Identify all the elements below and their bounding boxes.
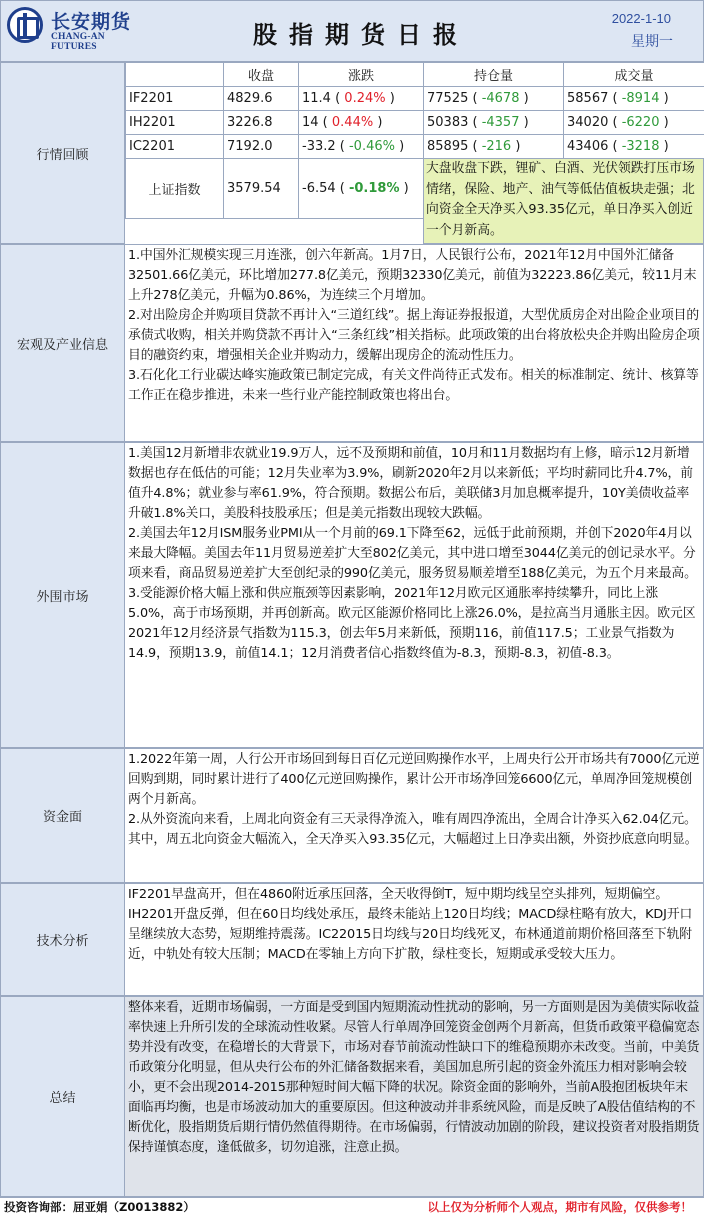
- section-content-technical: [125, 883, 704, 996]
- column-header: 涨跌: [299, 63, 424, 87]
- open-interest-change: -4678: [481, 91, 520, 106]
- section-label-technical: 技术分析: [0, 883, 125, 996]
- report-date: 2022-1-10: [611, 11, 671, 26]
- close-price: 7192.0: [224, 135, 299, 159]
- logo-chinese-name: 长安期货: [51, 11, 132, 33]
- report-title: 股指期货日报: [253, 21, 469, 49]
- section-label-funds: 资金面: [0, 748, 125, 883]
- paragraph: 3.受能源价格大幅上涨和供应瓶颈等因素影响，2021年12月欧元区通胀率持续攀升，同比上涨5.0%，高于市场预期，并再创新高。欧元区能源价格同比上涨26.0%，是拉高当月通胀主因。欧元区2021年12月经济景气指数为115.3，创去年5月来新低，预期116，前值117.5；工业景气指数为14.9，预期13.9，前值14.1；12月消费者信心指数终值为-8.3，预期-8.3，初值-8.3。: [128, 586, 696, 661]
- table-row: [126, 87, 704, 111]
- column-header: [126, 63, 224, 87]
- analyst-credit: 投资咨询部：屈亚娟（Z0013882）: [4, 1200, 195, 1214]
- section-label-market: 行情回顾: [0, 62, 125, 244]
- section-content-summary: [125, 996, 704, 1197]
- paragraph: 1.中国外汇规模实现三月连涨，创六年新高。1月7日，人民银行公布，2021年12月中国外汇储备32501.66亿美元，环比增加277.8亿美元，预期32330亿美元，前值为32223.86亿美元，较11月末上升278亿美元，升幅为0.86%，为连续三个月增加。: [128, 248, 697, 303]
- paragraph: 整体来看，近期市场偏弱，一方面是受到国内短期流动性扰动的影响，另一方面则是因为美债实际收益率快速上升所引发的全球流动性收紧。尽管人行单周净回笼资金创两个月新高，但货币政策平稳偏宽态势并没有改变，在稳增长的大背景下，市场对春节前流动性缺口下的维稳预期亦未改变。当前，中美货币政策分化明显，但从央行公布的外汇储备数据来看，美国加息所引起的资金外流压力相对影响会较小，更不会出现2014-2015那种短时间大幅下降的状况。除资金面的影响外，当前A股抱团板块年末面临再均衡，也是市场波动加大的重要原因。但这种波动并非系统风险，而是反映了A股估值结构的不断优化，股指期货后期行情仍然值得期待。在市场偏弱，行情波动加剧的阶段，建议投资者对股指期货保持谨慎态度，逢低做多，切勿追涨，注意止损。: [128, 1000, 700, 1155]
- paragraph: 1.美国12月新增非农就业19.9万人，远不及预期和前值，10月和11月数据均有上修，暗示12月新增数据也存在低估的可能；12月失业率为3.9%，刷新2020年2月以来新低；平均时薪同比升4.7%，前值升4.8%；就业参与率61.9%，符合预期。数据公布后，美联储3月加息概率提升，10Y美债收益率升破1.8%关口，美股科技股承压；但是美元指数出现较大跌幅。: [128, 446, 693, 521]
- open-interest-cell: 85895 ( -216 ): [424, 135, 564, 159]
- change-cell: 11.4 ( 0.24% ): [299, 87, 424, 111]
- volume-cell: 58567 ( -8914 ): [564, 87, 704, 111]
- section-label-macro: 宏观及产业信息: [0, 244, 125, 442]
- open-interest-cell: 50383 ( -4357 ): [424, 111, 564, 135]
- index-change-percent: -0.18%: [348, 181, 400, 196]
- report-footer: [0, 1197, 704, 1215]
- column-header: 持仓量: [424, 63, 564, 87]
- section-label-external: 外围市场: [0, 442, 125, 748]
- section-content-funds: [125, 748, 704, 883]
- open-interest: 77525: [427, 91, 469, 106]
- change-percent: 0.44%: [331, 115, 374, 130]
- open-interest-change: -216: [481, 139, 512, 154]
- logo-english-name: CHANG-AN FUTURES: [51, 32, 105, 52]
- change-value: 14: [302, 115, 319, 130]
- volume: 58567: [567, 91, 609, 106]
- paragraph: 2.对出险房企并购项目贷款不再计入“三道红线”。据上海证券报报道，大型优质房企对出险企业项目的承债式收购，相关并购贷款不再计入“三条红线”相关指标。此项政策的出台将放松央企并购出险房企项目的融资约束，增强相关企业并购动力，缓解出现房企的流动性压力。: [128, 308, 700, 363]
- close-price: 4829.6: [224, 87, 299, 111]
- company-logo: [7, 7, 147, 51]
- paragraph: 1.2022年第一周，人行公开市场回到每日百亿元逆回购操作水平，上周央行公开市场共有7000亿元逆回购到期，同时累计进行了400亿元逆回购操作，累计公开市场净回笼6600亿元，单周净回笼规模创两个月新高。: [128, 752, 700, 807]
- open-interest-change: -4357: [481, 115, 520, 130]
- index-change-value: -6.54: [302, 181, 336, 196]
- contract-name: IH2201: [126, 111, 224, 135]
- volume-cell: 43406 ( -3218 ): [564, 135, 704, 159]
- index-name: 上证指数: [126, 159, 224, 219]
- close-price: 3226.8: [224, 111, 299, 135]
- change-percent: 0.24%: [344, 91, 386, 106]
- column-header: 收盘: [224, 63, 299, 87]
- change-cell: -33.2 ( -0.46% ): [299, 135, 424, 159]
- open-interest: 85895: [427, 139, 469, 154]
- index-close: 3579.54: [224, 159, 299, 219]
- change-cell: 14 ( 0.44% ): [299, 111, 424, 135]
- section-label-summary: 总结: [0, 996, 125, 1197]
- change-value: 11.4: [302, 91, 331, 106]
- paragraph: 2.从外资流向来看，上周北向资金有三天录得净流入，唯有周四净流出，全周合计净买入62.04亿元。其中，周五北向资金大幅流入，全天净买入93.35亿元，大幅超过上日净卖出额，外资抄底意向明显。: [128, 812, 698, 847]
- section-content-external: [125, 442, 704, 748]
- report-weekday: 星期一: [631, 34, 673, 50]
- logo-emblem-icon: [7, 7, 43, 43]
- market-comment: 大盘收盘下跌，锂矿、白酒、光伏领跌打压市场情绪，保险、地产、油气等低估值板块走强；北向资金全天净买入93.35亿元，单日净买入创近一个月新高。: [423, 158, 704, 244]
- open-interest-cell: 77525 ( -4678 ): [424, 87, 564, 111]
- open-interest: 50383: [427, 115, 469, 130]
- paragraph: 2.美国去年12月ISM服务业PMI从一个月前的69.1下降至62，远低于此前预期，并创下2020年4月以来最大降幅。美国去年11月贸易逆差扩大至802亿美元，其中进口增至3044亿美元的创记录水平。分项来看，商品贸易逆差扩大至创纪录的990亿美元，服务贸易顺差增至188亿美元，为五个月来最高。: [128, 526, 697, 581]
- risk-disclaimer: 以上仅为分析师个人观点，期市有风险，仅供参考！: [427, 1200, 692, 1214]
- table-row: [126, 111, 704, 135]
- volume-change: -8914: [621, 91, 660, 106]
- section-content-macro: [125, 244, 704, 442]
- table-row: [126, 135, 704, 159]
- column-header: 成交量: [564, 63, 704, 87]
- contract-name: IC2201: [126, 135, 224, 159]
- change-percent: -0.46%: [348, 139, 395, 154]
- volume-change: -6220: [621, 115, 660, 130]
- market-review-table: [125, 62, 704, 244]
- paragraph: 3.石化化工行业碳达峰实施政策已制定完成，有关文件尚待正式发布。相关的标准制定、统计、核算等工作正在稳步推进，未来一些行业产能控制政策也将出台。: [128, 368, 699, 403]
- table-header-row: [126, 63, 704, 87]
- paragraph: IF2201早盘高开，但在4860附近承压回落，全天收得倒T，短中期均线呈空头排列，短期偏空。IH2201开盘反弹，但在60日均线处承压，最终未能站上120日均线；MACD绿柱略有放大，KDJ开口呈继续放大态势，短期维持震荡。IC22015日均线与20日均线死叉，布林通道前期价格回落至下轨附近，中轨处有较大压制；MACD在零轴上方向下扩散，绿柱变长，短期或承受较大压力。: [128, 887, 693, 962]
- report-header: [0, 0, 704, 62]
- volume-cell: 34020 ( -6220 ): [564, 111, 704, 135]
- volume: 43406: [567, 139, 609, 154]
- change-value: -33.2: [302, 139, 336, 154]
- volume: 34020: [567, 115, 609, 130]
- index-change-cell: -6.54 ( -0.18% ): [299, 159, 424, 219]
- contract-name: IF2201: [126, 87, 224, 111]
- volume-change: -3218: [621, 139, 660, 154]
